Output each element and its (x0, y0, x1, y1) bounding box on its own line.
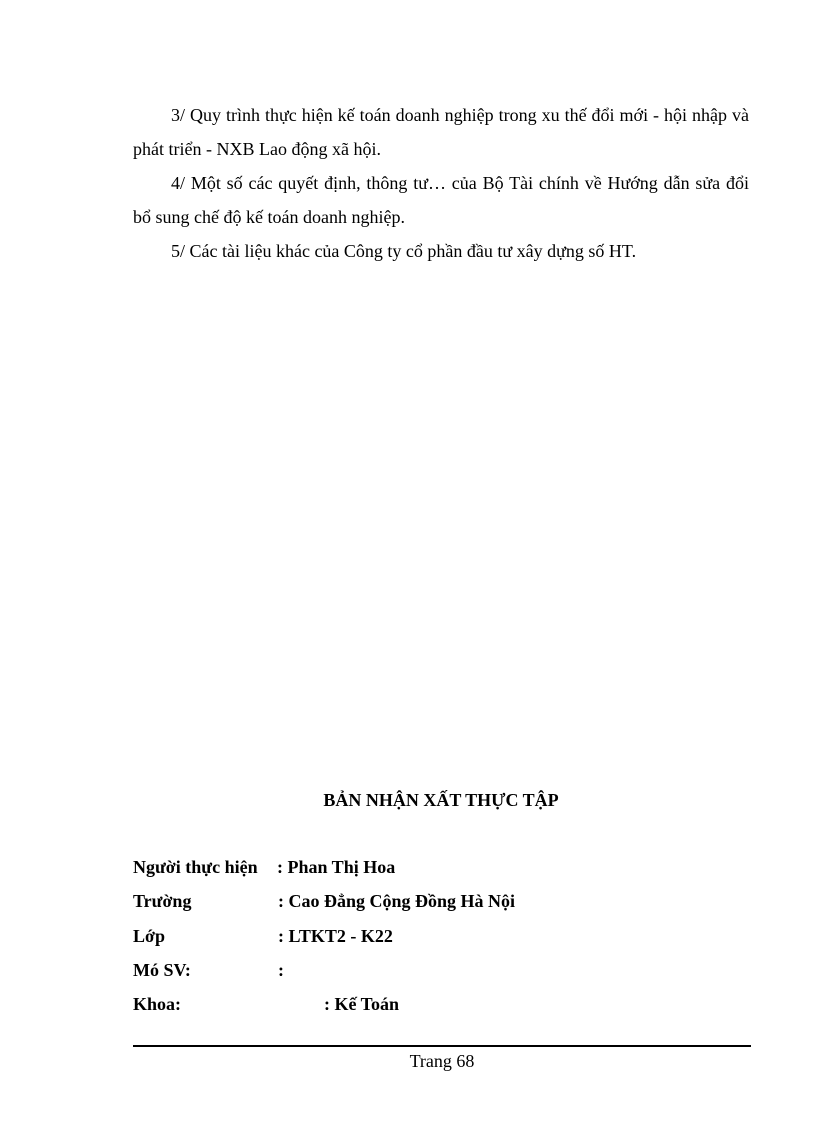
reference-item-5: 5/ Các tài liệu khác của Công ty cổ phần đầu tư xây dựng số HT. (171, 241, 637, 261)
reference-item-4: 4/ Một số các quyết định, thông tư… của Bộ Tài chính về Hướng dẫn sửa đổi bổ sung chế độ kế toán doanh nghiệp. (133, 173, 749, 227)
field-value-faculty: : Kế Toán (324, 994, 400, 1014)
reference-item-3: 3/ Quy trình thực hiện kế toán doanh nghiệp trong xu thế đổi mới - hội nhập và phát triển - NXB Lao động xã hội. (133, 105, 749, 159)
field-value-student-name: : Phan Thị Hoa (277, 857, 396, 877)
field-value-class: : LTKT2 - K22 (278, 926, 393, 946)
field-value-student-id: : (278, 960, 284, 980)
field-value-school: : Cao Đẳng Cộng Đồng Hà Nội (278, 891, 516, 911)
field-label-faculty: Khoa: (133, 994, 182, 1014)
field-label-student-name: Người thực hiện (133, 857, 258, 877)
page-number: Trang 68 (409, 1051, 475, 1071)
field-label-class: Lớp (133, 926, 165, 946)
field-label-school: Trường (133, 891, 192, 911)
report-title: BẢN NHẬN XẤT THỰC TẬP (323, 790, 559, 810)
field-label-student-id: Mó SV: (133, 960, 191, 980)
